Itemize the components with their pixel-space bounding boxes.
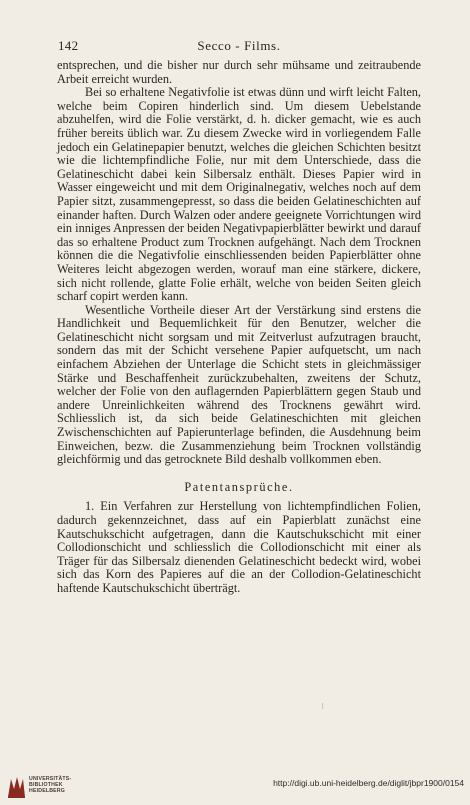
footer — [0, 768, 470, 805]
library-logo-text — [29, 776, 71, 795]
logo-line-3: HEIDELBERG — [29, 788, 66, 795]
page-header — [58, 38, 420, 54]
logo-line-2: BIBLIOTHEK — [29, 782, 63, 789]
paragraph-negativfolie: Bei so erhaltene Negativfolie ist etwas dünn und wirft leicht Falten, welche beim Copiren hinderlich sind. Um diesem Uebelstande abzuhelfen, wird die Folie verstärkt, d. h. dicker gemacht, wie es auch früher bereits üblich war. Zu diesem Zwecke wird in vorliegendem Falle jedoch ein Gelatinepapier benutzt, welches die gleichen Schichten besitzt wie die lichtempfindliche Folie, nur mit dem Unterschiede, dass die Gelatineschicht dabei kein Silbersalz enthält. Dieses Papier wird in Wasser eingeweicht und mit dem Originalnegativ, welches noch auf dem Papier sitzt, zusammengepresst, so dass die beiden Gelatineschichten auf einander haften. Durch Walzen oder andere geeignete Vorrichtungen wird ein inniges Anpressen der beiden Negativpapierblätter bewirkt und darauf das so erhaltene Product zum Trocknen aufgehängt. Nach dem Trocknen können die die Negativfolie einschliessenden beiden Papierblätter ohne Weiteres leicht abgezogen werden, worauf man eine stärkere, dickere, sich nicht rollende, glatte Folie erhält, welche von beiden Seiten gleich scharf copirt werden kann. — [57, 85, 421, 304]
page-number: 142 — [58, 38, 79, 53]
patent-claim-1: 1. Ein Verfahren zur Herstellung von lichtempfindlichen Folien, dadurch gekennzeichnet, dass auf ein Papierblatt zunächst eine Kautschukschicht aufgetragen, dann die Kautschukschicht mit einer Collodionschicht und schliesslich die Collodionschicht mit einer als Träger für das Silbersalz dienenden Gelatineschicht bedeckt wird, wobei sich das Korn des Papieres auf die an der Collodion-Gelatineschicht haftende Kautschukschicht überträgt. — [57, 499, 421, 595]
paragraph-vortheile: Wesentliche Vortheile dieser Art der Verstärkung sind erstens die Handlichkeit und Bequemlichkeit für den Benutzer, welcher die Gelatineschicht nicht sorgsam und mit Zeitverlust aufzutragen braucht, sondern das mit der Schicht versehene Papier aufquetscht, um nach einfachem Abziehen der Unterlage die Schicht stets in gleichmässiger Stärke und Beschaffenheit zurückzubehalten, zweitens der Schutz, welcher der Folie von den auflagernden Papierblättern gegen Staub und andere Unreinlichkeiten während des Trocknens gewährt wird. Schliesslich ist, da sich beide Gelatineschichten mit gleichen Zwischenschichten auf Papierunterlage befinden, die Ausdehnung beim Einweichen, bezw. die Zusammenziehung beim Trocknen vollständig gleichförmig und das getrocknete Bild deshalb vollkommen eben. — [57, 302, 421, 467]
section-title: Patentansprüche. — [184, 479, 294, 494]
library-logo[interactable] — [6, 773, 72, 801]
logo-line-1: UNIVERSITÄTS- — [29, 776, 72, 782]
paragraph-continuation: entsprechen, und die bisher nur durch sehr mühsame und zeitraubende Arbeit erreicht wurden. — [57, 58, 421, 86]
body-text — [57, 59, 421, 596]
library-crest-icon — [6, 775, 26, 799]
paper-speck — [322, 703, 323, 709]
source-url-link[interactable]: http://digi.ub.uni-heidelberg.de/diglit/jbpr1900/0154 — [273, 778, 464, 788]
running-title: Secco - Films. — [197, 38, 281, 53]
